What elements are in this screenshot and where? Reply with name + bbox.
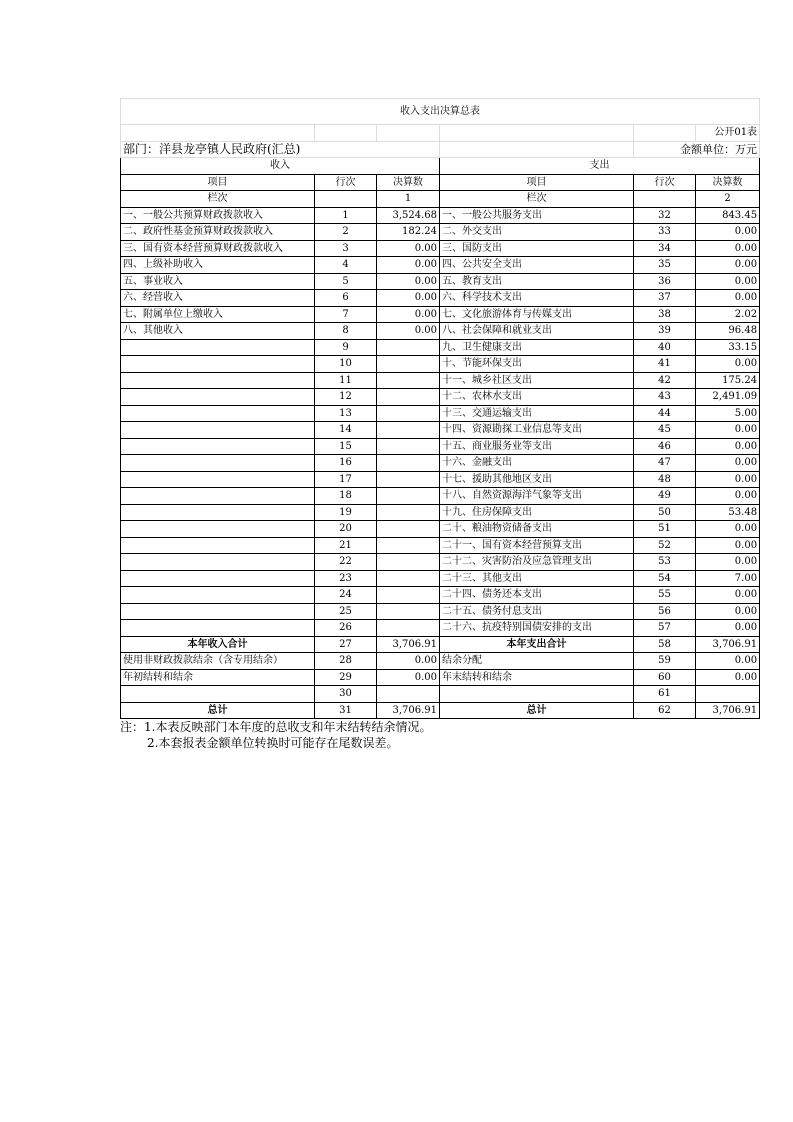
expense-item-label: 四、公共安全支出 [440,257,634,274]
income-amount: 0.00 [377,290,440,307]
report-title: 收入支出决算总表 [121,99,760,125]
note-line-2: 2.本套报表金额单位转换时可能存在尾数误差。 [147,736,399,750]
income-amount [377,405,440,422]
expense-row-no: 40 [634,339,696,356]
expense-amount: 0.00 [696,356,760,373]
expense-row-no: 44 [634,405,696,422]
table-row [121,587,760,604]
expense-row-no: 50 [634,504,696,521]
income-row-no: 5 [315,273,377,290]
table-row [121,537,760,554]
income-item-label [121,504,315,521]
opening-carryover-label: 年初结转和结余 [121,669,315,686]
expense-item-header: 项目 [440,174,634,191]
expense-amount: 5.00 [696,405,760,422]
expense-row-no: 32 [634,207,696,224]
income-item-label [121,488,315,505]
income-amount [377,422,440,439]
income-item-label: 三、国有资本经营预算财政拨款收入 [121,240,315,257]
expense-amount: 0.00 [696,422,760,439]
income-item-label [121,339,315,356]
expense-item-label: 三、国防支出 [440,240,634,257]
expense-amount: 7.00 [696,570,760,587]
income-item-header: 项目 [121,174,315,191]
expense-item-label: 五、教育支出 [440,273,634,290]
balance-use-row [121,653,760,670]
balance-distribution-amount: 0.00 [696,653,760,670]
income-amount [377,372,440,389]
expense-amount: 0.00 [696,224,760,241]
expense-amount: 0.00 [696,603,760,620]
income-section-header: 收入 [121,158,440,175]
expense-row-no: 38 [634,306,696,323]
grand-income-total-label: 总计 [121,702,315,719]
income-amount [377,504,440,521]
table-row [121,504,760,521]
table-row [121,521,760,538]
income-amount: 0.00 [377,306,440,323]
expense-row-no: 37 [634,290,696,307]
expense-item-label: 十五、商业服务业等支出 [440,438,634,455]
expense-row-no: 35 [634,257,696,274]
expense-amount: 0.00 [696,620,760,637]
expense-row-no: 39 [634,323,696,340]
income-item-label: 五、事业收入 [121,273,315,290]
income-column-number: 1 [377,191,440,208]
income-amount [377,438,440,455]
income-row-no: 20 [315,521,377,538]
expense-amount: 0.00 [696,273,760,290]
closing-carryover-no: 60 [634,669,696,686]
expense-amount: 0.00 [696,488,760,505]
income-amount [377,521,440,538]
table-row [121,306,760,323]
expense-row-no: 53 [634,554,696,571]
income-item-label [121,438,315,455]
income-expense-table [120,98,760,719]
expense-amount: 0.00 [696,438,760,455]
expense-amount: 0.00 [696,290,760,307]
expense-row-no: 56 [634,603,696,620]
income-row-no: 23 [315,570,377,587]
expense-row-no: 55 [634,587,696,604]
income-lanci-label: 栏次 [121,191,315,208]
opening-carryover-amount: 0.00 [377,669,440,686]
expense-item-label: 二十五、债务付息支出 [440,603,634,620]
grand-income-total-amount: 3,706.91 [377,702,440,719]
income-amount [377,389,440,406]
income-item-label [121,389,315,406]
expense-row-no: 48 [634,471,696,488]
income-amount-header: 决算数 [377,174,440,191]
grand-total-row [121,702,760,719]
expense-amount: 843.45 [696,207,760,224]
table-row [121,438,760,455]
table-row [121,273,760,290]
closing-carryover-label: 年末结转和结余 [440,669,634,686]
table-row [121,603,760,620]
income-item-label [121,537,315,554]
expense-item-label: 十、节能环保支出 [440,356,634,373]
expense-row-number: 61 [634,686,696,703]
expense-row-no: 46 [634,438,696,455]
table-row [121,570,760,587]
expense-item-label: 八、社会保障和就业支出 [440,323,634,340]
expense-item-label: 九、卫生健康支出 [440,339,634,356]
income-row-no: 14 [315,422,377,439]
income-amount [377,455,440,472]
expense-row-no: 49 [634,488,696,505]
income-row-no: 2 [315,224,377,241]
income-item-label: 八、其他收入 [121,323,315,340]
table-row [121,405,760,422]
expense-item-label: 十三、交通运输支出 [440,405,634,422]
table-row [121,455,760,472]
income-row-no: 24 [315,587,377,604]
income-item-label [121,554,315,571]
income-amount: 0.00 [377,323,440,340]
income-item-label [121,471,315,488]
income-row-number: 30 [315,686,377,703]
expense-item-label: 二十二、灾害防治及应急管理支出 [440,554,634,571]
income-amount [377,554,440,571]
expense-amount: 96.48 [696,323,760,340]
blank-numbered-row [121,686,760,703]
income-item-label: 六、经营收入 [121,290,315,307]
income-amount [377,587,440,604]
income-row-no: 16 [315,455,377,472]
income-row-no: 19 [315,504,377,521]
table-row [121,422,760,439]
income-amount: 182.24 [377,224,440,241]
table-row [121,488,760,505]
income-amount [377,603,440,620]
expense-row-no: 47 [634,455,696,472]
income-row-no: 11 [315,372,377,389]
expense-amount: 0.00 [696,554,760,571]
table-row [121,224,760,241]
expense-item-label: 十八、自然资源海洋气象等支出 [440,488,634,505]
expense-item-label: 十九、住房保障支出 [440,504,634,521]
income-item-label [121,405,315,422]
income-amount [377,488,440,505]
income-row-no: 17 [315,471,377,488]
expense-row-no: 41 [634,356,696,373]
income-item-label: 一、一般公共预算财政拨款收入 [121,207,315,224]
expense-item-label: 二十一、国有资本经营预算支出 [440,537,634,554]
income-row-no: 21 [315,537,377,554]
expense-amount: 0.00 [696,455,760,472]
expense-item-label: 十二、农林水支出 [440,389,634,406]
expense-amount: 2.02 [696,306,760,323]
income-amount [377,356,440,373]
income-row-no: 10 [315,356,377,373]
table-row [121,240,760,257]
expense-item-label: 七、文化旅游体育与传媒支出 [440,306,634,323]
expense-item-label: 二十六、抗疫特别国债安排的支出 [440,620,634,637]
closing-carryover-amount: 0.00 [696,669,760,686]
table-row [121,620,760,637]
table-row [121,257,760,274]
income-amount: 0.00 [377,240,440,257]
income-row-no: 18 [315,488,377,505]
expense-amount: 33.15 [696,339,760,356]
income-item-label [121,521,315,538]
income-row-no: 22 [315,554,377,571]
expense-item-label: 十六、金融支出 [440,455,634,472]
expense-amount: 0.00 [696,587,760,604]
grand-income-total-no: 31 [315,702,377,719]
income-row-no: 9 [315,339,377,356]
balance-distribution-label: 结余分配 [440,653,634,670]
table-notes [120,719,759,751]
expense-column-number: 2 [696,191,760,208]
table-row [121,471,760,488]
income-row-no: 26 [315,620,377,637]
form-code: 公开01表 [696,125,760,142]
expense-amount: 2,491.09 [696,389,760,406]
income-row-header: 行次 [315,174,377,191]
income-row-no: 4 [315,257,377,274]
grand-expense-total-label: 总计 [440,702,634,719]
income-item-label [121,422,315,439]
table-row [121,290,760,307]
income-row-no: 3 [315,240,377,257]
income-amount [377,339,440,356]
non-fiscal-balance-no: 28 [315,653,377,670]
expense-row-no: 43 [634,389,696,406]
expense-item-label: 二十三、其他支出 [440,570,634,587]
expense-row-no: 54 [634,570,696,587]
balance-distribution-no: 59 [634,653,696,670]
expense-row-no: 57 [634,620,696,637]
income-amount [377,570,440,587]
year-total-row [121,636,760,653]
year-income-total-no: 27 [315,636,377,653]
expense-item-label: 二十、粮油物资储备支出 [440,521,634,538]
income-row-no: 13 [315,405,377,422]
expense-lanci-label: 栏次 [440,191,634,208]
income-row-no: 7 [315,306,377,323]
income-item-label [121,455,315,472]
income-item-label [121,603,315,620]
expense-amount: 0.00 [696,521,760,538]
table-row [121,339,760,356]
expense-row-no: 52 [634,537,696,554]
year-expense-total-label: 本年支出合计 [440,636,634,653]
expense-row-no: 51 [634,521,696,538]
income-row-no: 25 [315,603,377,620]
grand-expense-total-amount: 3,706.91 [696,702,760,719]
budget-summary-sheet [120,98,759,751]
non-fiscal-balance-amount: 0.00 [377,653,440,670]
expense-amount: 53.48 [696,504,760,521]
income-item-label [121,570,315,587]
expense-amount: 175.24 [696,372,760,389]
income-item-label: 二、政府性基金预算财政拨款收入 [121,224,315,241]
expense-item-label: 十一、城乡社区支出 [440,372,634,389]
income-amount [377,471,440,488]
income-item-label [121,356,315,373]
income-amount: 3,524.68 [377,207,440,224]
expense-row-no: 45 [634,422,696,439]
year-expense-total-amount: 3,706.91 [696,636,760,653]
expense-row-no: 34 [634,240,696,257]
income-item-label [121,620,315,637]
table-row [121,356,760,373]
expense-amount-header: 决算数 [696,174,760,191]
income-item-label [121,372,315,389]
expense-amount: 0.00 [696,240,760,257]
table-row [121,323,760,340]
expense-item-label: 二十四、债务还本支出 [440,587,634,604]
expense-section-header: 支出 [440,158,760,175]
expense-row-no: 33 [634,224,696,241]
expense-amount: 0.00 [696,257,760,274]
carryover-row [121,669,760,686]
expense-row-no: 36 [634,273,696,290]
expense-amount: 0.00 [696,537,760,554]
expense-item-label: 二、外交支出 [440,224,634,241]
income-row-no: 8 [315,323,377,340]
income-row-no: 1 [315,207,377,224]
income-row-no: 15 [315,438,377,455]
non-fiscal-balance-label: 使用非财政拨款结余（含专用结余） [121,653,315,670]
unit-label: 金额单位：万元 [634,141,760,158]
year-expense-total-no: 58 [634,636,696,653]
expense-amount: 0.00 [696,471,760,488]
table-row [121,389,760,406]
expense-row-no: 42 [634,372,696,389]
expense-item-label: 一、一般公共服务支出 [440,207,634,224]
table-row [121,554,760,571]
income-amount: 0.00 [377,257,440,274]
note-line-1: 注：1.本表反映部门本年度的总收支和年末结转结余情况。 [120,720,432,734]
income-item-label: 七、附属单位上缴收入 [121,306,315,323]
table-row [121,372,760,389]
income-amount [377,620,440,637]
table-row [121,207,760,224]
expense-item-label: 六、科学技术支出 [440,290,634,307]
income-row-no: 12 [315,389,377,406]
expense-item-label: 十四、资源勘探工业信息等支出 [440,422,634,439]
expense-item-label: 十七、援助其他地区支出 [440,471,634,488]
income-row-no: 6 [315,290,377,307]
department-label: 部门：洋县龙亭镇人民政府(汇总) [121,141,440,158]
income-item-label [121,587,315,604]
income-item-label: 四、上级补助收入 [121,257,315,274]
expense-row-header: 行次 [634,174,696,191]
income-amount [377,537,440,554]
year-income-total-amount: 3,706.91 [377,636,440,653]
grand-expense-total-no: 62 [634,702,696,719]
year-income-total-label: 本年收入合计 [121,636,315,653]
income-amount: 0.00 [377,273,440,290]
opening-carryover-no: 29 [315,669,377,686]
